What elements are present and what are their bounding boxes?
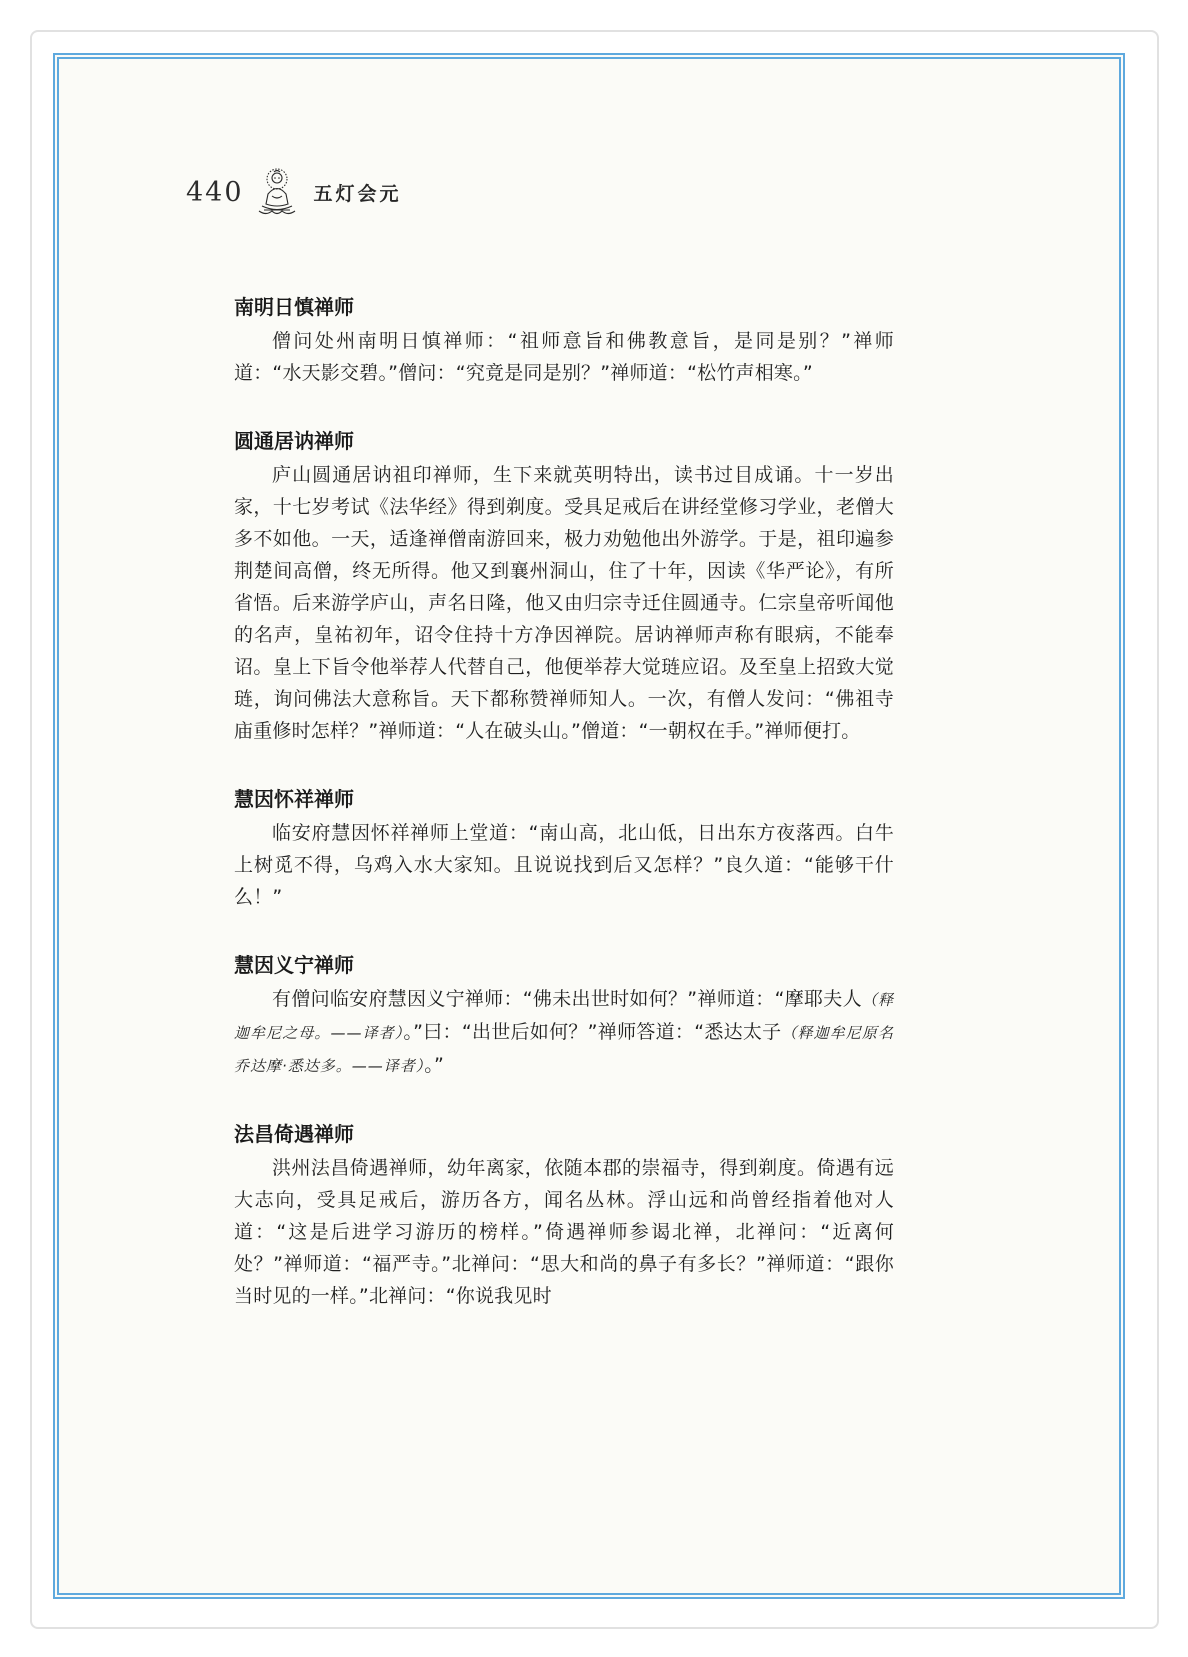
page-number: 440 [186,176,244,208]
section-huaixiang [234,781,894,913]
section-title: 圆通居讷禅师 [234,429,354,453]
body-text: 。”曰：“出世后如何？”禅师答道：“悉达太子 [403,1021,782,1043]
section-nanming [234,289,894,389]
body-text: 。” [424,1054,445,1076]
section-body: 临安府慧因怀祥禅师上堂道：“南山高，北山低，日出东方夜落西。白牛上树觅不得，乌鸡入水大家知。且说说找到后又怎样？”良久道：“能够干什么！” [234,822,894,908]
section-title: 慧因怀祥禅师 [234,787,354,811]
page-content [234,289,894,1346]
section-title: 南明日慎禅师 [234,295,354,319]
section-yining [234,947,894,1082]
translator-note: （释迦牟尼原名乔达摩·悉达多。——译者） [234,1024,894,1075]
page-header [186,168,402,216]
body-text: 有僧问临安府慧因义宁禅师：“佛未出世时如何？”禅师道：“摩耶夫人 [272,988,862,1010]
section-body: 洪州法昌倚遇禅师，幼年离家，依随本郡的崇福寺，得到剃度。倚遇有远大志向，受具足戒后，游历各方，闻名丛林。浮山远和尚曾经指着他对人道：“这是后进学习游历的榜样。”倚遇禅师参谒北禅，北禅问：“近离何处？”禅师道：“福严寺。”北禅问：“思大和尚的鼻子有多长？”禅师道：“跟你当时见的一样。”北禅问：“你说我见时 [234,1157,894,1307]
section-title: 慧因义宁禅师 [234,953,354,977]
book-title: 五灯会元 [313,182,402,205]
translator-note: （释迦牟尼之母。——译者） [234,991,894,1042]
section-yuantong [234,423,894,747]
section-body [234,983,894,1082]
section-body: 僧问处州南明日慎禅师：“祖师意旨和佛教意旨，是同是别？”禅师道：“水天影交碧。”僧问：“究竟是同是别？”禅师道：“松竹声相寒。” [234,330,894,384]
buddha-icon [254,166,300,218]
section-title: 法昌倚遇禅师 [234,1122,354,1146]
section-fachang [234,1116,894,1312]
section-body: 庐山圆通居讷祖印禅师，生下来就英明特出，读书过目成诵。十一岁出家，十七岁考试《法华经》得到剃度。受具足戒后在讲经堂修习学业，老僧大多不如他。一天，适逢禅僧南游回来，极力劝勉他出外游学。于是，祖印遍参荆楚间高僧，终无所得。他又到襄州洞山，住了十年，因读《华严论》，有所省悟。后来游学庐山，声名日隆，他又由归宗寺迁住圆通寺。仁宗皇帝听闻他的名声，皇祐初年，诏令住持十方净因禅院。居讷禅师声称有眼病，不能奉诏。皇上下旨令他举荐人代替自己，他便举荐大觉琏应诏。及至皇上招致大觉琏，询问佛法大意称旨。天下都称赞禅师知人。一次，有僧人发问：“佛祖寺庙重修时怎样？”禅师道：“人在破头山。”僧道：“一朝权在手。”禅师便打。 [234,464,894,742]
